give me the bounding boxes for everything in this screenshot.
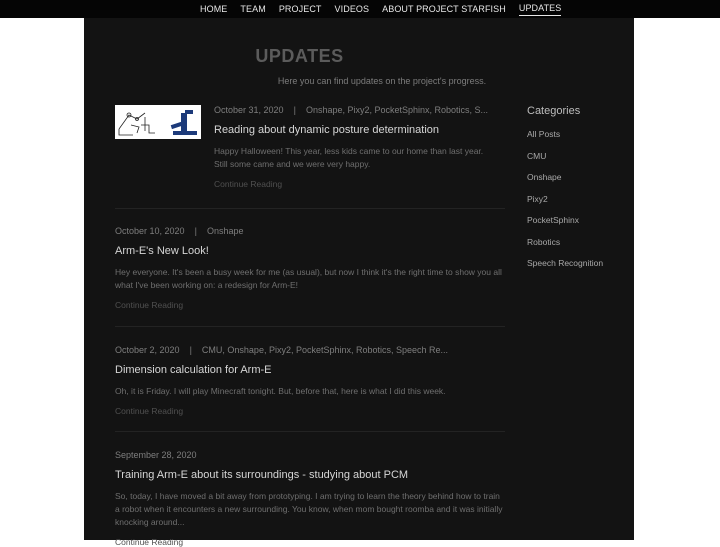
post-excerpt: Oh, it is Friday. I will play Minecraft tonight. But, before that, here is what I did this week. <box>115 386 446 396</box>
post-item <box>115 450 505 547</box>
post-meta <box>214 105 499 115</box>
category-all-posts[interactable]: All Posts <box>527 129 561 139</box>
category-cmu[interactable]: CMU <box>527 150 547 161</box>
meta-separator: | <box>293 105 296 115</box>
page-container <box>84 18 634 547</box>
post-date: October 10, 2020 <box>115 226 185 236</box>
post-date: September 28, 2020 <box>115 450 197 460</box>
post-date: October 2, 2020 <box>115 345 180 355</box>
post-title[interactable]: Arm-E's New Look! <box>115 245 209 257</box>
continue-reading-link[interactable]: Continue Reading <box>214 179 283 189</box>
meta-separator: | <box>194 226 197 236</box>
post-date: October 31, 2020 <box>214 105 284 115</box>
post-meta <box>115 450 505 460</box>
page-subtitle: Here you can find updates on the project's progress. <box>277 76 487 86</box>
continue-reading-link[interactable]: Continue Reading <box>115 406 184 416</box>
post-categories[interactable]: CMU, Onshape, Pixy2, PocketSphinx, Robotics, Speech Re... <box>201 345 449 355</box>
nav-team[interactable]: TEAM <box>240 4 266 14</box>
post-title[interactable]: Dimension calculation for Arm-E <box>115 364 272 376</box>
post-item <box>115 226 505 310</box>
nav-project[interactable]: PROJECT <box>278 4 322 14</box>
post-title[interactable]: Reading about dynamic posture determination <box>214 124 440 136</box>
continue-reading-link[interactable]: Continue Reading <box>115 300 184 310</box>
nav-links <box>200 0 574 18</box>
nav-videos[interactable]: VIDEOS <box>334 4 370 14</box>
meta-separator: | <box>189 345 192 355</box>
nav-updates[interactable]: UPDATES <box>519 2 562 16</box>
post-excerpt: So, today, I have moved a bit away from prototyping. I am trying to learn the theory behind how to train a robot when it encounters a new surrounding. You know, when mom bought roomba and it was initially knocking around... <box>115 491 503 527</box>
page-title: UPDATES <box>255 46 344 66</box>
post-divider <box>115 326 505 327</box>
post-divider <box>115 431 505 432</box>
post-meta <box>115 226 505 236</box>
post-divider <box>115 208 505 209</box>
post-thumbnail[interactable] <box>115 105 201 139</box>
post-excerpt: Hey everyone. It's been a busy week for me (as usual), but now I think it's the right time to show you all what I've been working on: a redesign for Arm-E! <box>115 267 502 290</box>
robot-arm-thumbnail-image <box>115 105 201 139</box>
category-pocketsphinx[interactable]: PocketSphinx <box>527 215 579 225</box>
top-navigation <box>0 0 720 18</box>
post-categories[interactable]: Onshape, Pixy2, PocketSphinx, Robotics, S... <box>305 105 489 115</box>
post-item <box>214 105 499 189</box>
category-robotics[interactable]: Robotics <box>527 236 561 247</box>
nav-about-project-starfish[interactable]: ABOUT PROJECT STARFISH <box>382 4 506 14</box>
category-pixy2[interactable]: Pixy2 <box>527 193 548 204</box>
continue-reading-link[interactable]: Continue Reading <box>115 537 184 547</box>
post-excerpt: Happy Halloween! This year, less kids came to our home than last year. Still some came and we were very happy. <box>214 146 484 169</box>
post-meta <box>115 345 505 355</box>
post-title[interactable]: Training Arm-E about its surroundings - studying about PCM <box>115 469 409 481</box>
categories-heading: Categories <box>527 105 581 117</box>
category-onshape[interactable]: Onshape <box>527 172 562 182</box>
post-item <box>115 345 505 416</box>
category-speech-recognition[interactable]: Speech Recognition <box>527 258 604 268</box>
categories-sidebar <box>527 105 603 280</box>
nav-home[interactable]: HOME <box>200 4 228 14</box>
post-categories[interactable]: Onshape <box>206 226 244 236</box>
